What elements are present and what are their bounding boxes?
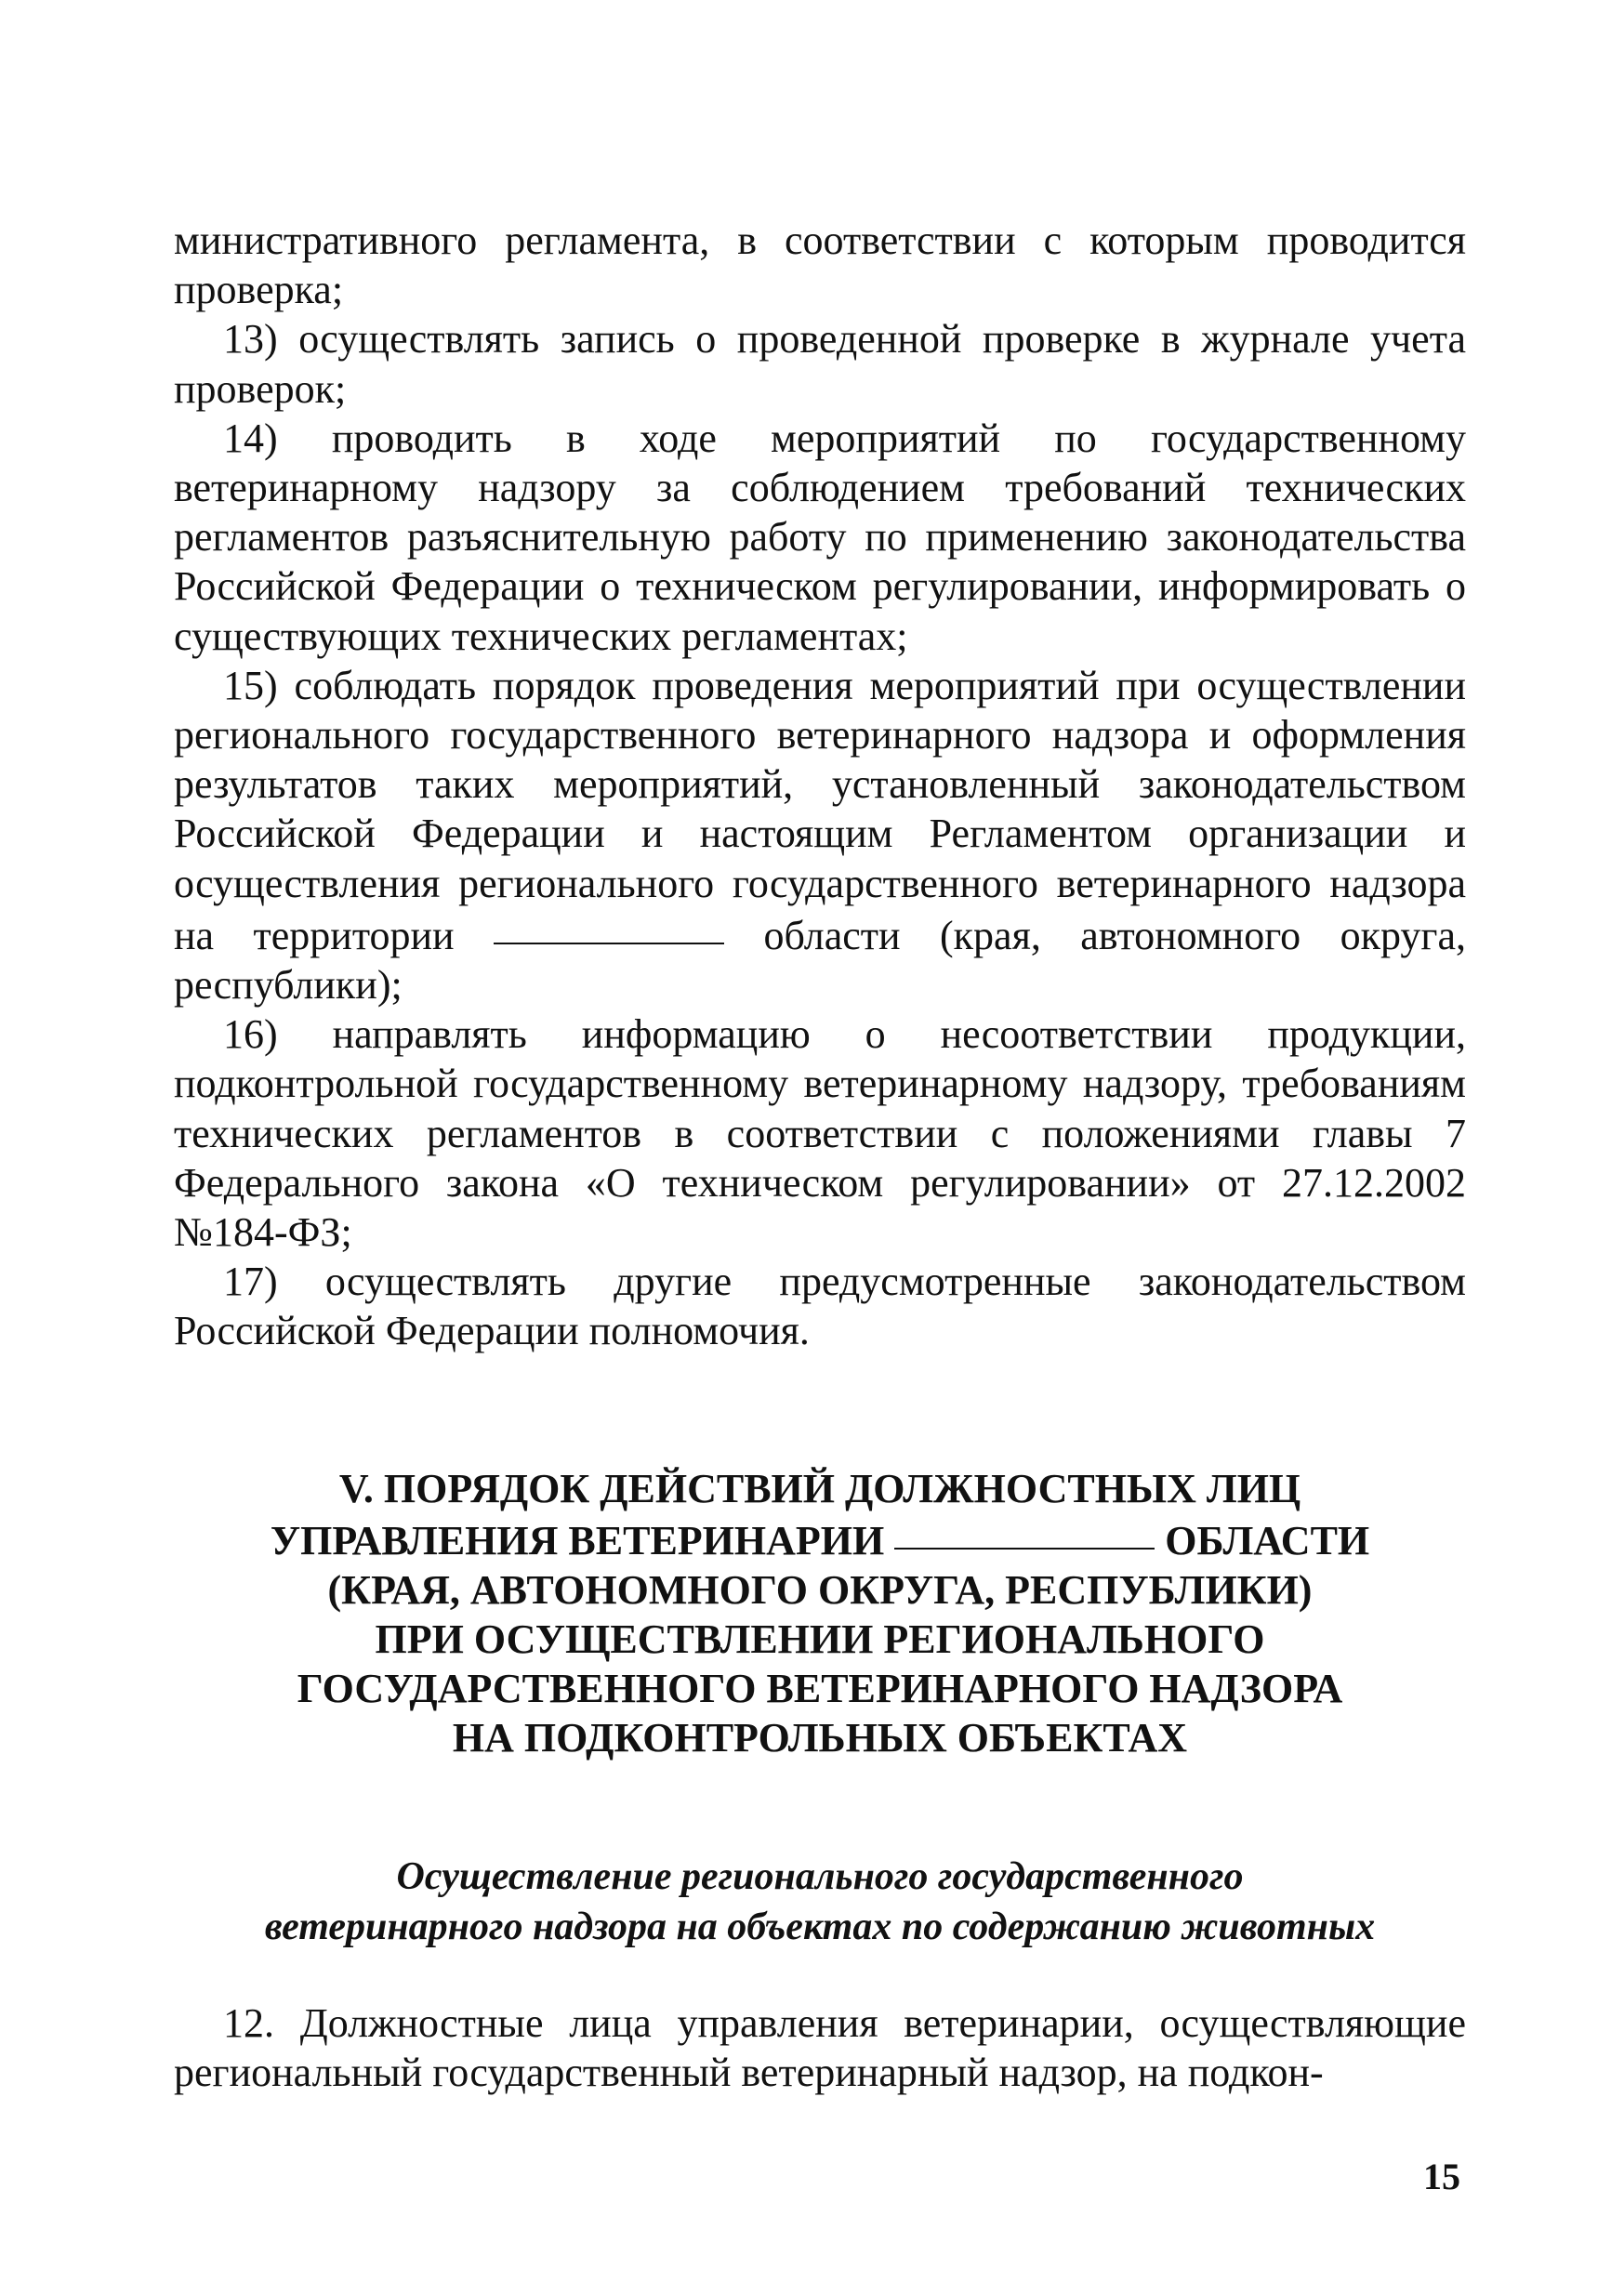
section-heading-line-3: (КРАЯ, АВТОНОМНОГО ОКРУГА, РЕСПУБЛИКИ) bbox=[327, 1567, 1313, 1613]
heading-blank-line bbox=[894, 1513, 1155, 1554]
section-heading-line-2-after: ОБЛАСТИ bbox=[1165, 1518, 1370, 1563]
paragraph-item-14: 14) проводить в ходе мероприятий по государственному ветеринарному надзору за соблюдением требований технических регламентов разъяснительную работу по применению законодательства Российской Федерации о техническом регулировании, информировать о существующих технических регламентах; bbox=[174, 415, 1466, 659]
section-heading-line-5: ГОСУДАРСТВЕННОГО ВЕТЕРИНАРНОГО НАДЗОРА bbox=[297, 1666, 1343, 1711]
region-blank-line bbox=[494, 908, 724, 949]
section-heading-line-2-before: УПРАВЛЕНИЯ ВЕТЕРИНАРИИ bbox=[270, 1518, 885, 1563]
paragraph-continuation: министративного регламента, в соответствии с которым проводится проверка; bbox=[174, 218, 1466, 313]
paragraph-item-15 bbox=[174, 661, 1466, 1009]
item-15-text-before: 15) соблюдать порядок проведения мероприятий при осуществлении регионального государственного ветеринарного надзора и оформления результатов таких мероприятий, установленный законодательством Российской Федерации и настоящим Регламентом организации и осуществления регионального государственного ветеринарного надзора на территории bbox=[174, 662, 1466, 958]
section-heading-line-4: ПРИ ОСУЩЕСТВЛЕНИИ РЕГИОНАЛЬНОГО bbox=[375, 1616, 1265, 1662]
paragraph-item-16: 16) направлять информацию о несоответствии продукции, подконтрольной государственному ветеринарному надзору, требованиям технических регламентов в соответствии с положениями главы 7 Федерального закона «О техническом регулировании» от 27.12.2002 №184-ФЗ; bbox=[174, 1011, 1466, 1256]
paragraph-item-12: 12. Должностные лица управления ветеринарии, осуществляющие региональный государственный ветеринарный надзор, на подкон- bbox=[174, 2000, 1466, 2096]
subsection-heading-line-1: Осуществление регионального государственного bbox=[396, 1855, 1244, 1898]
item-15-text-after: области (края, автономного округа, республики); bbox=[174, 912, 1466, 1009]
subsection-heading-line-2: ветеринарного надзора на объектах по содержанию животных bbox=[264, 1906, 1376, 1948]
paragraph-item-17: 17) осуществлять другие предусмотренные законодательством Российской Федерации полномочия. bbox=[174, 1259, 1466, 1354]
section-heading bbox=[174, 1464, 1466, 1762]
paragraph-item-13: 13) осуществлять запись о проведенной проверке в журнале учета проверок; bbox=[174, 316, 1466, 412]
section-heading-line-1: V. ПОРЯДОК ДЕЙСТВИЙ ДОЛЖНОСТНЫХ ЛИЦ bbox=[338, 1466, 1301, 1511]
subsection-heading bbox=[174, 1852, 1466, 1952]
tail-text bbox=[174, 1998, 1466, 2097]
page-number: 15 bbox=[1423, 2156, 1460, 2197]
main-text bbox=[174, 216, 1466, 1356]
section-heading-line-6: НА ПОДКОНТРОЛЬНЫХ ОБЪЕКТАХ bbox=[452, 1715, 1188, 1761]
